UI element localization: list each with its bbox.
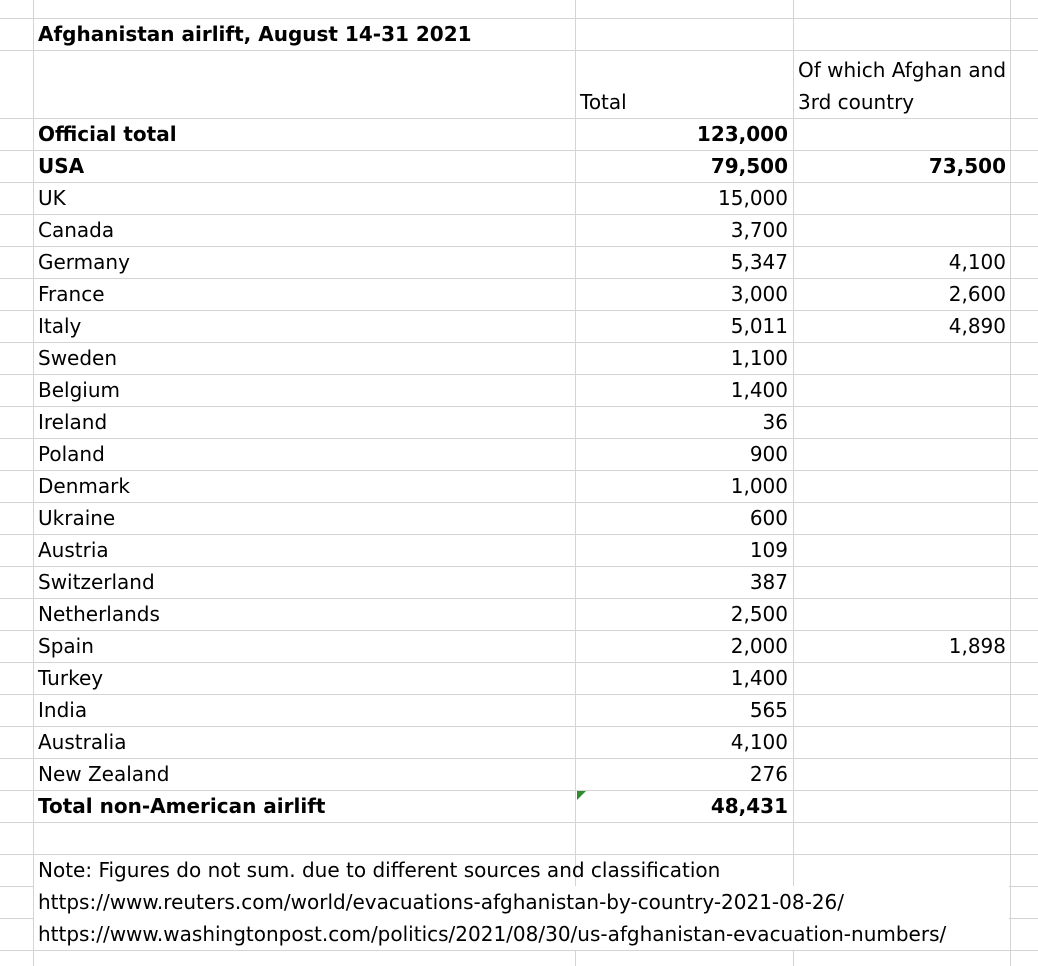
row-total-cell[interactable]: 2,000: [730, 634, 788, 658]
row-total-cell[interactable]: 1,400: [730, 378, 788, 402]
grid-row-line: [0, 342, 1038, 343]
header-afghan-line1[interactable]: Of which Afghan and: [798, 58, 1007, 82]
row-label-cell[interactable]: Australia: [38, 730, 127, 754]
grid-row-line: [0, 246, 1038, 247]
grid-row-line: [0, 822, 1038, 823]
grid-column-line: [793, 855, 794, 886]
comment-indicator-icon[interactable]: [577, 791, 586, 800]
grid-row-line: [0, 534, 1038, 535]
grid-row-line: [0, 278, 1038, 279]
row-total-cell[interactable]: 1,000: [730, 474, 788, 498]
grid-row-line: [0, 214, 1038, 215]
grid-row-line: [0, 662, 1038, 663]
grid-row-line: [0, 438, 1038, 439]
row-total-cell[interactable]: 900: [749, 442, 788, 466]
row-label-cell[interactable]: Canada: [38, 218, 115, 242]
row-label-cell[interactable]: Sweden: [38, 346, 118, 370]
row-label-cell[interactable]: Netherlands: [38, 602, 160, 626]
grid-row-line: [0, 182, 1038, 183]
row-label-cell[interactable]: Spain: [38, 634, 94, 658]
row-total-cell[interactable]: 5,347: [730, 250, 788, 274]
row-afghan-cell[interactable]: 4,890: [948, 314, 1006, 338]
note-text[interactable]: Note: Figures do not sum. due to different sources and classification: [38, 858, 721, 882]
row-label-cell[interactable]: Italy: [38, 314, 82, 338]
grid-row-line: [0, 150, 1038, 151]
row-total-cell[interactable]: 79,500: [710, 154, 788, 178]
row-label-cell[interactable]: Turkey: [38, 666, 104, 690]
row-label-cell[interactable]: Germany: [38, 250, 130, 274]
grid-row-line: [0, 630, 1038, 631]
row-total-cell[interactable]: 123,000: [696, 122, 788, 146]
grid-row-line: [0, 566, 1038, 567]
row-total-cell[interactable]: 15,000: [718, 186, 788, 210]
row-total-cell[interactable]: 5,011: [730, 314, 788, 338]
row-total-cell[interactable]: 2,500: [730, 602, 788, 626]
row-total-cell[interactable]: 3,000: [730, 282, 788, 306]
grid-row-line: [0, 118, 1038, 119]
grid-column-line: [793, 0, 794, 966]
row-total-cell[interactable]: 600: [749, 506, 788, 530]
row-total-cell[interactable]: 3,700: [730, 218, 788, 242]
row-label-cell[interactable]: USA: [38, 154, 85, 178]
row-label-cell[interactable]: Belgium: [38, 378, 120, 402]
header-afghan-line2[interactable]: 3rd country: [798, 90, 915, 114]
row-label-cell[interactable]: France: [38, 282, 105, 306]
row-label-cell[interactable]: Poland: [38, 442, 105, 466]
row-label-cell[interactable]: Official total: [38, 122, 177, 146]
row-total-cell[interactable]: 387: [749, 570, 788, 594]
sheet-title[interactable]: Afghanistan airlift, August 14-31 2021: [38, 22, 472, 46]
row-label-cell[interactable]: Switzerland: [38, 570, 155, 594]
merged-cell-bg: [34, 51, 575, 118]
header-total[interactable]: Total: [580, 90, 627, 114]
grid-row-line: [0, 758, 1038, 759]
row-label-cell[interactable]: Denmark: [38, 474, 130, 498]
row-total-cell[interactable]: 565: [749, 698, 788, 722]
grid-row-line: [0, 694, 1038, 695]
row-label-cell[interactable]: Total non-American airlift: [38, 794, 326, 818]
row-total-cell[interactable]: 36: [762, 410, 788, 434]
row-total-cell[interactable]: 1,100: [730, 346, 788, 370]
row-afghan-cell[interactable]: 1,898: [948, 634, 1006, 658]
grid-row-line: [0, 502, 1038, 503]
row-label-cell[interactable]: India: [38, 698, 88, 722]
row-label-cell[interactable]: New Zealand: [38, 762, 170, 786]
source-link-washingtonpost[interactable]: https://www.washingtonpost.com/politics/2021/08/30/us-afghanistan-evacuation-numbers/: [38, 922, 947, 946]
grid-row-line: [0, 374, 1038, 375]
row-total-cell[interactable]: 1,400: [730, 666, 788, 690]
row-total-cell[interactable]: 48,431: [710, 794, 788, 818]
grid-row-line: [0, 310, 1038, 311]
row-label-cell[interactable]: Ukraine: [38, 506, 116, 530]
grid-column-line: [1010, 0, 1011, 966]
grid-row-line: [0, 470, 1038, 471]
row-label-cell[interactable]: UK: [38, 186, 66, 210]
row-afghan-cell[interactable]: 2,600: [948, 282, 1006, 306]
source-link-reuters[interactable]: https://www.reuters.com/world/evacuations-afghanistan-by-country-2021-08-26/: [38, 890, 845, 914]
grid-row-line: [0, 598, 1038, 599]
grid-column-line: [33, 0, 34, 966]
grid-row-line: [0, 406, 1038, 407]
grid-row-line: [0, 726, 1038, 727]
row-total-cell[interactable]: 276: [749, 762, 788, 786]
row-total-cell[interactable]: 4,100: [730, 730, 788, 754]
row-total-cell[interactable]: 109: [749, 538, 788, 562]
row-afghan-cell[interactable]: 4,100: [948, 250, 1006, 274]
row-afghan-cell[interactable]: 73,500: [928, 154, 1006, 178]
grid-row-line: [0, 950, 1038, 951]
grid-row-line: [0, 18, 1038, 19]
row-label-cell[interactable]: Ireland: [38, 410, 108, 434]
grid-row-line: [0, 790, 1038, 791]
row-label-cell[interactable]: Austria: [38, 538, 109, 562]
